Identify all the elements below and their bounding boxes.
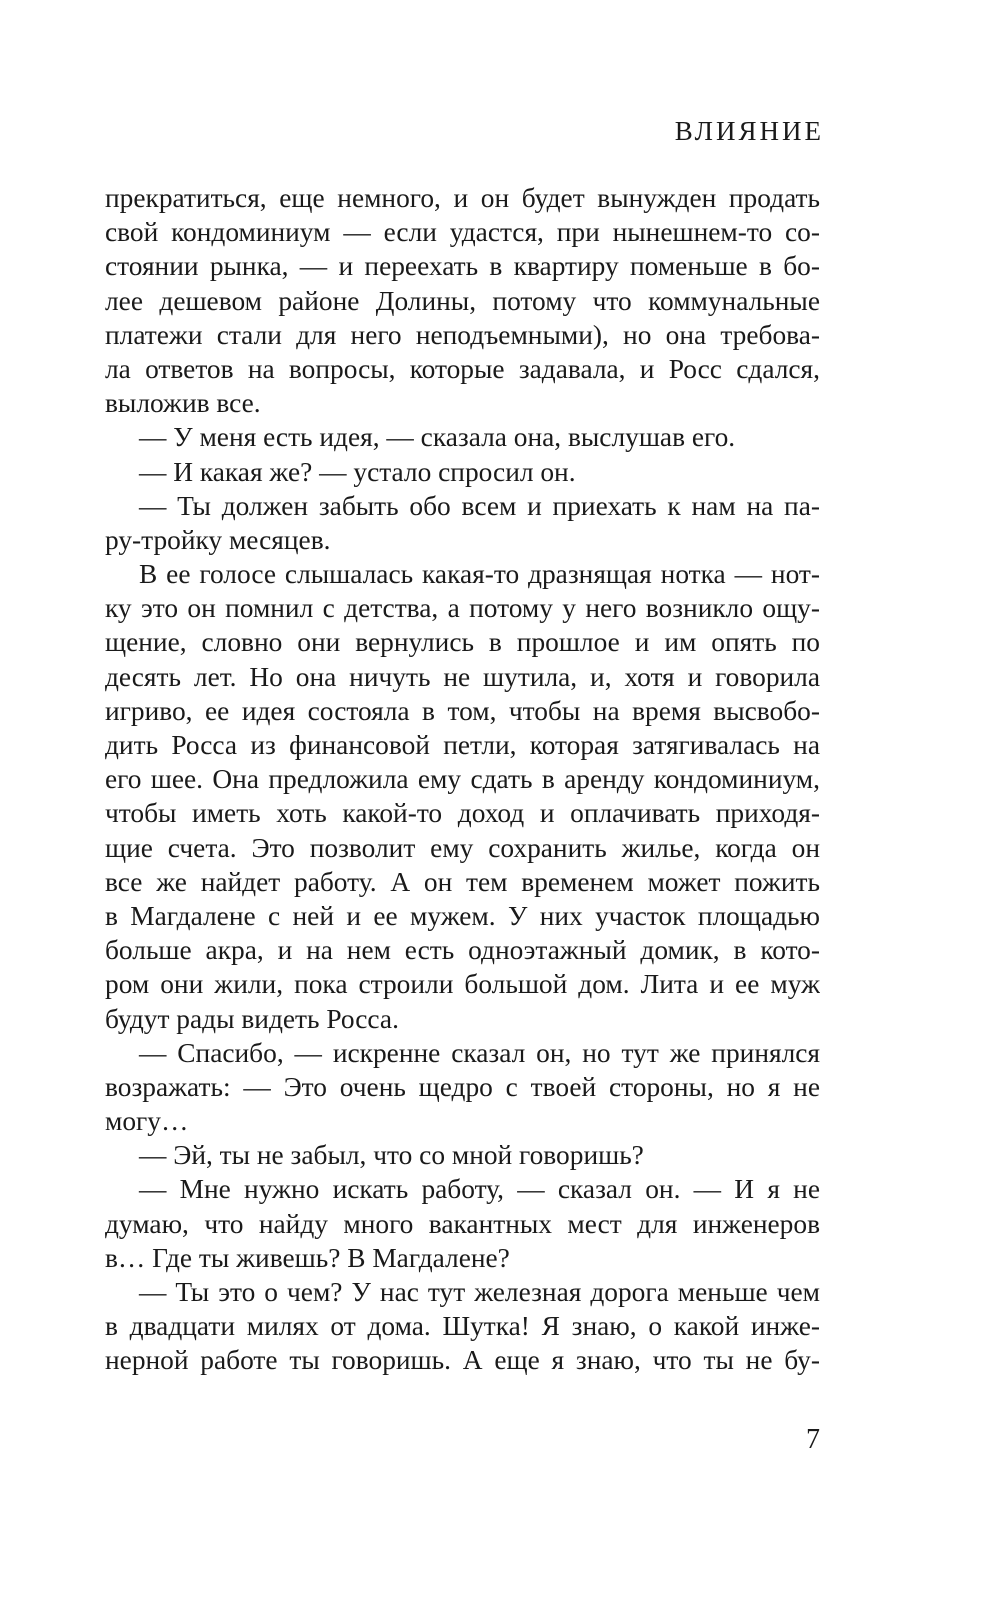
text-line: — Ты это о чем? У нас тут железная дорога меньше чем: [139, 1277, 820, 1307]
text-line: в Магдалене с ней и ее мужем. У них участок площадью: [105, 900, 820, 931]
text-line: ла ответов на вопросы, которые задавала, и Росс сдался,: [105, 353, 820, 384]
text-line: выложив все.: [105, 388, 261, 419]
text-line: стоянии рынка, — и переехать в квартиру поменьше в бо-: [105, 251, 820, 282]
body-text: [105, 181, 820, 1378]
text-line: игриво, ее идея состояла в том, чтобы на время высвобо-: [105, 695, 820, 726]
text-line: — Спасибо, — искренне сказал он, но тут же принялся: [139, 1037, 820, 1068]
text-line: в… Где ты живешь? В Магдалене?: [105, 1242, 510, 1273]
text-line: больше акра, и на нем есть одноэтажный домик, в кото-: [105, 935, 820, 966]
text-line: прекратиться, еще немного, и он будет вынужден продать: [105, 183, 820, 213]
text-line: щие счета. Это позволит ему сохранить жилье, когда он: [105, 832, 820, 863]
text-line: — Мне нужно искать работу, — сказал он. — И я не: [139, 1174, 820, 1205]
page-number: 7: [806, 1424, 820, 1455]
text-line: думаю, что найду много вакантных мест для инженеров: [105, 1208, 820, 1239]
text-line: чтобы иметь хоть какой-то доход и оплачивать приходя-: [105, 798, 820, 829]
text-line: щение, словно они вернулись в прошлое и им опять по: [105, 627, 820, 658]
text-line: дить Росса из финансовой петли, которая затягивалась на: [105, 730, 820, 760]
running-head: ВЛИЯНИЕ: [674, 116, 824, 146]
text-line: десять лет. Но она ничуть не шутила, и, хотя и говорила: [105, 661, 820, 692]
text-line: в двадцати милях от дома. Шутка! Я знаю, о какой инже-: [105, 1311, 820, 1342]
text-line: лее дешевом районе Долины, потому что коммунальные: [105, 285, 820, 316]
text-line: — У меня есть идея, — сказала она, выслушав его.: [139, 422, 736, 453]
text-line: свой кондоминиум — если удастся, при нынешнем-то со-: [105, 217, 820, 248]
text-line: платежи стали для него неподъемными), но она требова-: [105, 319, 820, 350]
text-line: — Ты должен забыть обо всем и приехать к нам на па-: [139, 490, 820, 521]
text-line: В ее голосе слышалась какая-то дразнящая нотка — нот-: [139, 559, 820, 590]
text-line: ку это он помнил с детства, а потому у него возникло ощу-: [105, 593, 820, 624]
text-line: все же найдет работу. А он тем временем может пожить: [105, 866, 820, 897]
text-line: возражать: — Это очень щедро с твоей стороны, но я не: [105, 1071, 820, 1102]
text-line: ру-тройку месяцев.: [105, 524, 331, 555]
text-line: могу…: [105, 1106, 189, 1137]
text-line: нерной работе ты говоришь. А еще я знаю, что ты не бу-: [105, 1345, 820, 1376]
text-line: — Эй, ты не забыл, что со мной говоришь?: [139, 1140, 644, 1171]
text-line: ром они жили, пока строили большой дом. Лита и ее муж: [105, 969, 820, 1000]
text-line: — И какая же? — устало спросил он.: [139, 456, 576, 487]
text-line: его шее. Она предложила ему сдать в аренду кондоминиум,: [105, 764, 820, 795]
text-line: будут рады видеть Росса.: [105, 1003, 399, 1034]
